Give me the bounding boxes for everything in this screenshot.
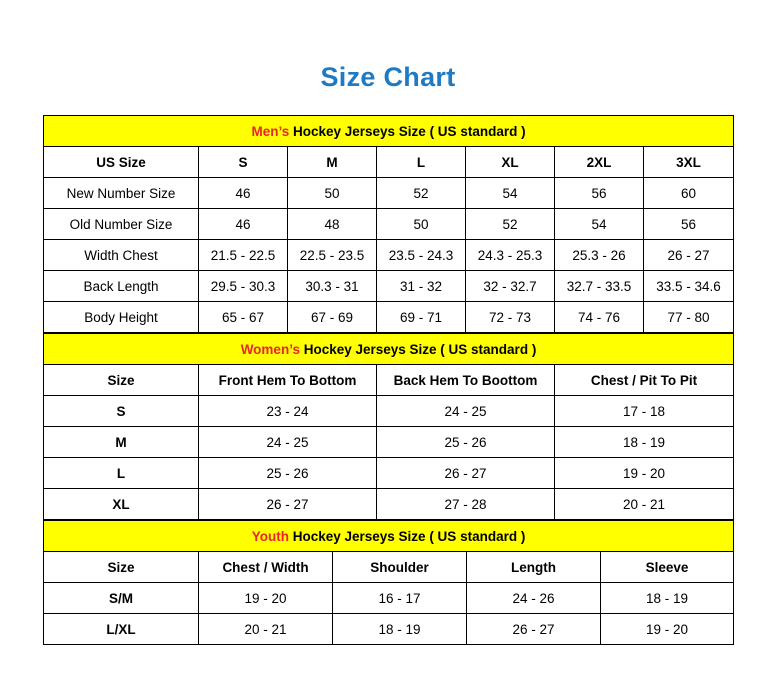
mens-col-3: L bbox=[377, 147, 466, 178]
youth-row-1-label: L/XL bbox=[44, 614, 199, 645]
womens-row-1-val-1: 25 - 26 bbox=[377, 427, 555, 458]
youth-col-4: Sleeve bbox=[601, 552, 734, 583]
mens-row-1-val-3: 52 bbox=[466, 209, 555, 240]
mens-row-3-label: Back Length bbox=[44, 271, 199, 302]
womens-column-header-row bbox=[44, 365, 734, 396]
mens-row-0-val-3: 54 bbox=[466, 178, 555, 209]
womens-col-3: Chest / Pit To Pit bbox=[555, 365, 734, 396]
mens-row-4-val-5: 77 - 80 bbox=[644, 302, 734, 333]
mens-col-2: M bbox=[288, 147, 377, 178]
womens-row-1-label: M bbox=[44, 427, 199, 458]
mens-row-1-val-4: 54 bbox=[555, 209, 644, 240]
youth-row-1-val-2: 26 - 27 bbox=[467, 614, 601, 645]
youth-col-1: Chest / Width bbox=[199, 552, 333, 583]
youth-col-0: Size bbox=[44, 552, 199, 583]
mens-row-1-val-2: 50 bbox=[377, 209, 466, 240]
mens-section-header-row bbox=[44, 116, 734, 147]
youth-row-1-val-0: 20 - 21 bbox=[199, 614, 333, 645]
womens-row-2-label: L bbox=[44, 458, 199, 489]
mens-row-2-val-3: 24.3 - 25.3 bbox=[466, 240, 555, 271]
youth-section-header bbox=[44, 521, 734, 552]
mens-row-0-val-0: 46 bbox=[199, 178, 288, 209]
womens-col-0: Size bbox=[44, 365, 199, 396]
table-row bbox=[44, 302, 734, 333]
mens-row-4-label: Body Height bbox=[44, 302, 199, 333]
mens-row-2-val-1: 22.5 - 23.5 bbox=[288, 240, 377, 271]
mens-row-3-val-2: 31 - 32 bbox=[377, 271, 466, 302]
mens-col-5: 2XL bbox=[555, 147, 644, 178]
mens-row-0-val-2: 52 bbox=[377, 178, 466, 209]
womens-size-table bbox=[43, 333, 734, 520]
mens-row-4-val-2: 69 - 71 bbox=[377, 302, 466, 333]
mens-row-0-val-4: 56 bbox=[555, 178, 644, 209]
mens-header-accent: Men’s bbox=[251, 123, 290, 139]
page-title: Size Chart bbox=[320, 62, 456, 92]
mens-row-1-val-5: 56 bbox=[644, 209, 734, 240]
youth-section-header-row bbox=[44, 521, 734, 552]
mens-column-header-row bbox=[44, 147, 734, 178]
mens-row-1-label: Old Number Size bbox=[44, 209, 199, 240]
table-row bbox=[44, 427, 734, 458]
womens-row-3-label: XL bbox=[44, 489, 199, 520]
mens-row-4-val-1: 67 - 69 bbox=[288, 302, 377, 333]
youth-header-accent: Youth bbox=[251, 528, 289, 544]
mens-row-4-val-0: 65 - 67 bbox=[199, 302, 288, 333]
womens-row-0-val-2: 17 - 18 bbox=[555, 396, 734, 427]
youth-row-0-val-1: 16 - 17 bbox=[333, 583, 467, 614]
mens-row-0-label: New Number Size bbox=[44, 178, 199, 209]
mens-row-4-val-3: 72 - 73 bbox=[466, 302, 555, 333]
mens-size-table bbox=[43, 115, 734, 333]
mens-row-3-val-3: 32 - 32.7 bbox=[466, 271, 555, 302]
mens-row-0-val-1: 50 bbox=[288, 178, 377, 209]
youth-size-table bbox=[43, 520, 734, 645]
mens-row-2-label: Width Chest bbox=[44, 240, 199, 271]
mens-row-1-val-0: 46 bbox=[199, 209, 288, 240]
table-row bbox=[44, 489, 734, 520]
table-row bbox=[44, 583, 734, 614]
mens-row-2-val-5: 26 - 27 bbox=[644, 240, 734, 271]
youth-col-2: Shoulder bbox=[333, 552, 467, 583]
mens-row-3-val-5: 33.5 - 34.6 bbox=[644, 271, 734, 302]
womens-row-1-val-2: 18 - 19 bbox=[555, 427, 734, 458]
womens-row-3-val-2: 20 - 21 bbox=[555, 489, 734, 520]
youth-header-rest: Hockey Jerseys Size ( US standard ) bbox=[288, 528, 526, 544]
womens-row-0-val-1: 24 - 25 bbox=[377, 396, 555, 427]
womens-row-3-val-0: 26 - 27 bbox=[199, 489, 377, 520]
youth-row-1-val-1: 18 - 19 bbox=[333, 614, 467, 645]
table-row bbox=[44, 614, 734, 645]
womens-section-header bbox=[44, 334, 734, 365]
youth-row-1-val-3: 19 - 20 bbox=[601, 614, 734, 645]
youth-col-3: Length bbox=[467, 552, 601, 583]
table-row bbox=[44, 396, 734, 427]
mens-row-3-val-1: 30.3 - 31 bbox=[288, 271, 377, 302]
womens-row-1-val-0: 24 - 25 bbox=[199, 427, 377, 458]
mens-col-1: S bbox=[199, 147, 288, 178]
mens-row-3-val-4: 32.7 - 33.5 bbox=[555, 271, 644, 302]
mens-col-0: US Size bbox=[44, 147, 199, 178]
mens-header-rest: Hockey Jerseys Size ( US standard ) bbox=[289, 123, 526, 139]
womens-col-1: Front Hem To Bottom bbox=[199, 365, 377, 396]
womens-row-3-val-1: 27 - 28 bbox=[377, 489, 555, 520]
mens-row-1-val-1: 48 bbox=[288, 209, 377, 240]
mens-row-4-val-4: 74 - 76 bbox=[555, 302, 644, 333]
womens-row-2-val-1: 26 - 27 bbox=[377, 458, 555, 489]
mens-row-0-val-5: 60 bbox=[644, 178, 734, 209]
size-chart-tables bbox=[43, 115, 733, 645]
womens-row-0-val-0: 23 - 24 bbox=[199, 396, 377, 427]
mens-row-2-val-4: 25.3 - 26 bbox=[555, 240, 644, 271]
womens-row-2-val-2: 19 - 20 bbox=[555, 458, 734, 489]
womens-header-accent: Women’s bbox=[240, 341, 300, 357]
mens-row-2-val-0: 21.5 - 22.5 bbox=[199, 240, 288, 271]
table-row bbox=[44, 178, 734, 209]
womens-header-rest: Hockey Jerseys Size ( US standard ) bbox=[299, 341, 537, 357]
mens-col-6: 3XL bbox=[644, 147, 734, 178]
youth-column-header-row bbox=[44, 552, 734, 583]
womens-col-2: Back Hem To Boottom bbox=[377, 365, 555, 396]
womens-section-header-row bbox=[44, 334, 734, 365]
youth-row-0-val-3: 18 - 19 bbox=[601, 583, 734, 614]
womens-row-2-val-0: 25 - 26 bbox=[199, 458, 377, 489]
table-row bbox=[44, 458, 734, 489]
womens-row-0-label: S bbox=[44, 396, 199, 427]
youth-row-0-val-2: 24 - 26 bbox=[467, 583, 601, 614]
table-row bbox=[44, 209, 734, 240]
mens-section-header bbox=[44, 116, 734, 147]
youth-row-0-val-0: 19 - 20 bbox=[199, 583, 333, 614]
youth-row-0-label: S/M bbox=[44, 583, 199, 614]
mens-col-4: XL bbox=[466, 147, 555, 178]
table-row bbox=[44, 271, 734, 302]
mens-row-3-val-0: 29.5 - 30.3 bbox=[199, 271, 288, 302]
mens-row-2-val-2: 23.5 - 24.3 bbox=[377, 240, 466, 271]
table-row bbox=[44, 240, 734, 271]
